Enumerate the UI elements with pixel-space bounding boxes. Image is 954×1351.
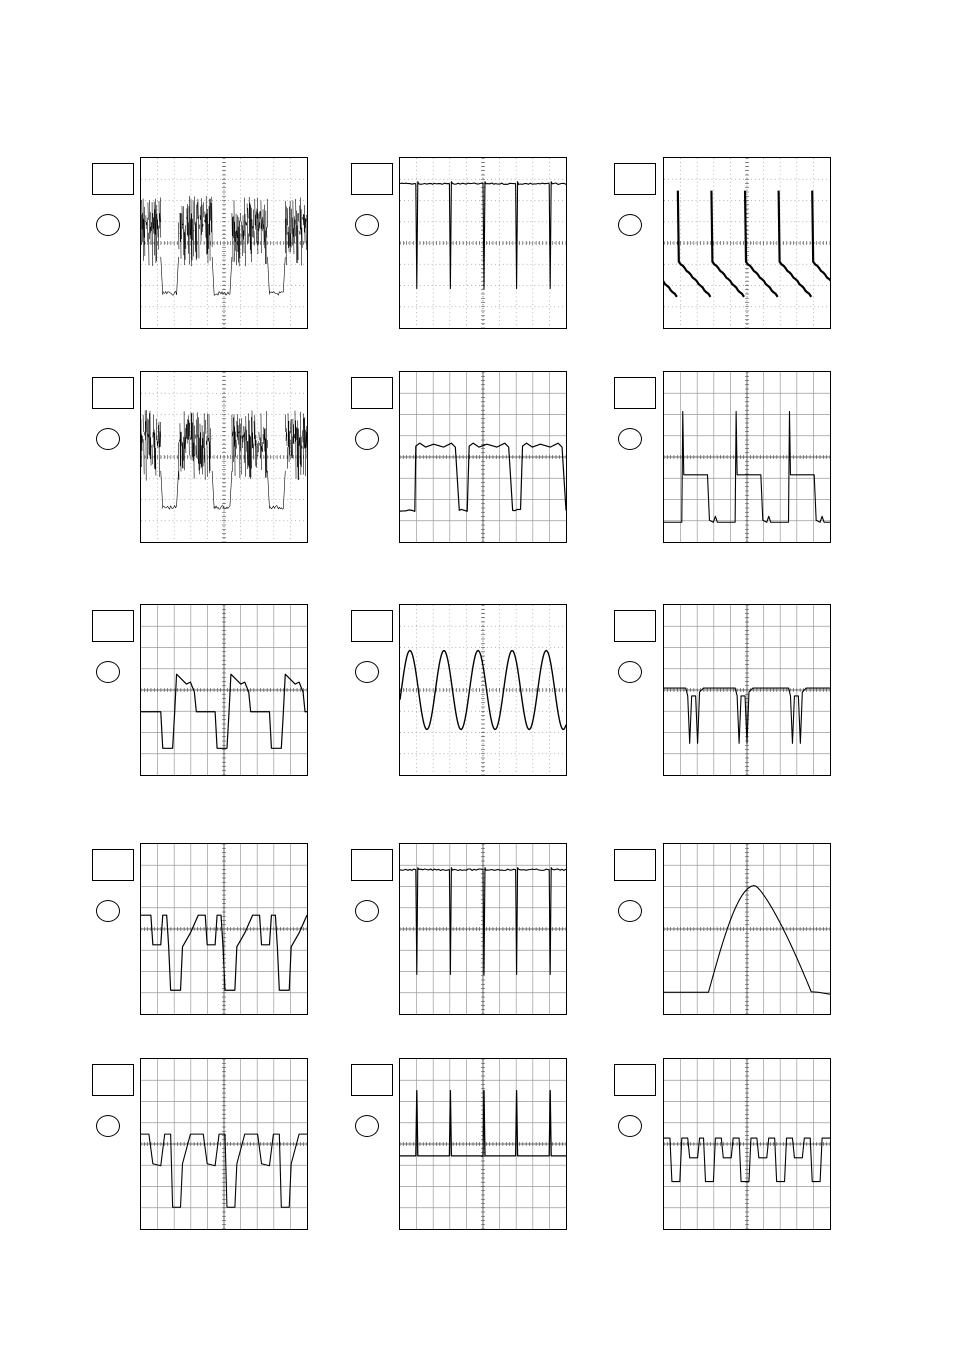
waveform-label-box [351, 849, 393, 881]
test-point-circle [96, 661, 120, 683]
waveform-plot [664, 372, 830, 542]
waveform-plot [400, 605, 566, 775]
oscilloscope-screen-r4c2 [399, 843, 567, 1015]
waveform-label-box [614, 377, 656, 409]
waveform-label-box [92, 849, 134, 881]
oscilloscope-screen-r2c1 [140, 371, 308, 543]
waveform-plot [141, 1059, 307, 1229]
waveform-label-box [351, 163, 393, 195]
waveform-plot [400, 1059, 566, 1229]
waveform-plot [141, 844, 307, 1014]
graticule [141, 158, 307, 328]
waveform-label-box [92, 610, 134, 642]
test-point-circle [355, 661, 379, 683]
test-point-circle [96, 1115, 120, 1137]
test-point-circle [355, 900, 379, 922]
waveform-label-box [614, 849, 656, 881]
graticule [400, 605, 566, 775]
test-point-circle [96, 428, 120, 450]
waveform-label-box [351, 1064, 393, 1096]
waveform-plot [141, 372, 307, 542]
test-point-circle [355, 1115, 379, 1137]
test-point-circle [618, 661, 642, 683]
oscilloscope-screen-r3c3 [663, 604, 831, 776]
waveform-label-box [614, 1064, 656, 1096]
waveform-label-box [351, 610, 393, 642]
waveform-plot [664, 844, 830, 1014]
waveform-label-box [92, 1064, 134, 1096]
waveform-label-box [614, 610, 656, 642]
waveform-plot [664, 605, 830, 775]
waveform-plot [141, 605, 307, 775]
waveform-label-box [351, 377, 393, 409]
oscilloscope-screen-r5c1 [140, 1058, 308, 1230]
test-point-circle [355, 214, 379, 236]
waveform-label-box [92, 377, 134, 409]
waveform-label-box [614, 163, 656, 195]
oscilloscope-screen-r4c3 [663, 843, 831, 1015]
oscilloscope-screen-r3c1 [140, 604, 308, 776]
oscilloscope-screen-r5c2 [399, 1058, 567, 1230]
waveform-plot [400, 844, 566, 1014]
oscilloscope-screen-r1c2 [399, 157, 567, 329]
graticule [141, 605, 307, 775]
test-point-circle [96, 900, 120, 922]
oscilloscope-screen-r3c2 [399, 604, 567, 776]
oscilloscope-screen-r2c2 [399, 371, 567, 543]
waveform-plot [400, 158, 566, 328]
waveform-plot [664, 158, 830, 328]
oscilloscope-screen-r1c1 [140, 157, 308, 329]
oscilloscope-screen-r4c1 [140, 843, 308, 1015]
graticule [664, 605, 830, 775]
test-point-circle [618, 900, 642, 922]
graticule [664, 844, 830, 1014]
graticule [141, 844, 307, 1014]
graticule [141, 1059, 307, 1229]
graticule [664, 158, 830, 328]
test-point-circle [618, 214, 642, 236]
oscilloscope-screen-r1c3 [663, 157, 831, 329]
test-point-circle [618, 428, 642, 450]
oscilloscope-screen-r2c3 [663, 371, 831, 543]
oscilloscope-screen-r5c3 [663, 1058, 831, 1230]
waveform-plot [141, 158, 307, 328]
test-point-circle [618, 1115, 642, 1137]
graticule [664, 1059, 830, 1229]
waveform-plot [664, 1059, 830, 1229]
graticule [400, 372, 566, 542]
test-point-circle [96, 214, 120, 236]
graticule [141, 372, 307, 542]
graticule [664, 372, 830, 542]
waveform-plot [400, 372, 566, 542]
test-point-circle [355, 428, 379, 450]
waveform-label-box [92, 163, 134, 195]
